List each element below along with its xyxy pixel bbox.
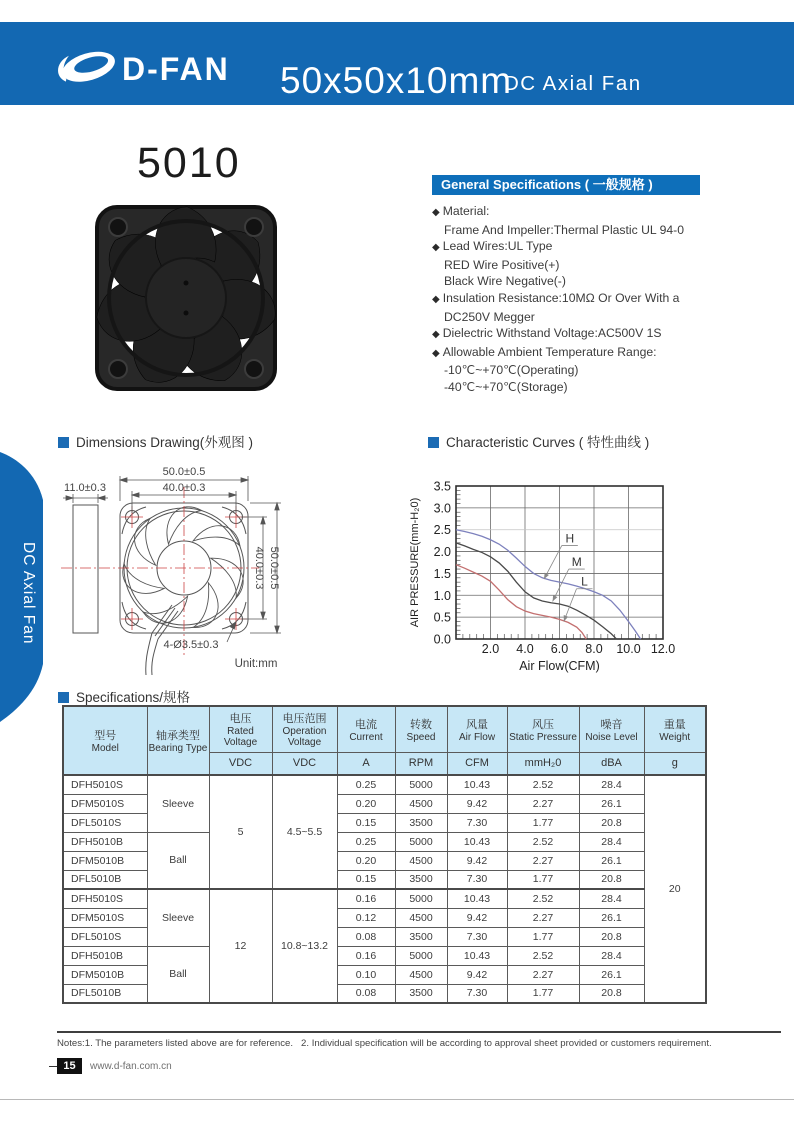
cell: DFH5010S — [63, 775, 147, 794]
cell: 28.4 — [579, 889, 644, 908]
cell: 0.16 — [337, 889, 395, 908]
diamond-bullet-icon: ◆ — [432, 242, 440, 254]
brand-logo-icon — [56, 47, 120, 89]
cell: 2.27 — [507, 908, 579, 927]
characteristic-chart — [404, 472, 704, 684]
cell: 9.42 — [447, 965, 507, 984]
cell: 7.30 — [447, 927, 507, 946]
fan-photo — [94, 201, 281, 397]
cell: 0.08 — [337, 984, 395, 1003]
svg-text:2.5: 2.5 — [433, 523, 451, 538]
cell: 4500 — [395, 908, 447, 927]
bottom-rule — [0, 1099, 794, 1100]
cell: 26.1 — [579, 965, 644, 984]
column-header: 风压 Static Pressure — [507, 706, 579, 752]
cell: 2.52 — [507, 775, 579, 794]
page-number-badge: 15 — [57, 1058, 82, 1074]
cell: Sleeve — [147, 889, 209, 946]
cell: 7.30 — [447, 870, 507, 889]
dim-thickness: 11.0±0.3 — [64, 482, 106, 494]
cell: 20.8 — [579, 984, 644, 1003]
spec-item: Black Wire Negative(-) — [444, 274, 566, 289]
cell: 0.08 — [337, 927, 395, 946]
cell: 3500 — [395, 813, 447, 832]
column-header: 型号 Model — [63, 706, 147, 775]
cell: DFL5010B — [63, 984, 147, 1003]
cell: DFL5010B — [63, 870, 147, 889]
svg-text:3.5: 3.5 — [433, 479, 451, 494]
cell: 0.20 — [337, 794, 395, 813]
unit-header: VDC — [272, 752, 337, 775]
cell: 10.43 — [447, 832, 507, 851]
cell: 4500 — [395, 851, 447, 870]
table-row — [63, 889, 706, 908]
dim-side-height: 50.0±0.5 — [268, 546, 280, 590]
svg-text:4.0: 4.0 — [516, 642, 534, 656]
curve-L — [456, 565, 586, 639]
spec-item: ◆ Dielectric Withstand Voltage:AC500V 1S — [432, 326, 662, 341]
size-title: 50x50x10mm — [280, 60, 513, 101]
svg-text:12.0: 12.0 — [650, 642, 676, 656]
cell: 28.4 — [579, 775, 644, 794]
unit-header: VDC — [209, 752, 272, 775]
svg-text:1.5: 1.5 — [433, 566, 451, 581]
cell: 1.77 — [507, 927, 579, 946]
cell: 0.25 — [337, 832, 395, 851]
column-header: 电压 Rated Voltage — [209, 706, 272, 752]
spec-item: DC250V Megger — [444, 309, 535, 324]
cell: 5000 — [395, 946, 447, 965]
cell: 20.8 — [579, 813, 644, 832]
cell: 20 — [644, 775, 706, 1003]
header-bar — [0, 22, 794, 105]
x-axis-label: Air Flow(CFM) — [519, 659, 600, 673]
cell: DFL5010S — [63, 813, 147, 832]
specs-table — [62, 705, 707, 1004]
notes-divider — [57, 1031, 781, 1033]
unit-header: A — [337, 752, 395, 775]
cell: 12 — [209, 889, 272, 1003]
column-header: 重量 Weight — [644, 706, 706, 752]
curve-H — [456, 530, 641, 639]
general-specs-title: General Specifications ( 一般规格 ) — [432, 175, 700, 195]
cell: 0.10 — [337, 965, 395, 984]
svg-text:8.0: 8.0 — [585, 642, 603, 656]
cell: 2.52 — [507, 946, 579, 965]
brand-name: D-FAN — [122, 51, 230, 87]
blue-square-icon — [428, 437, 439, 448]
cell: 28.4 — [579, 832, 644, 851]
spec-item: ◆ Allowable Ambient Temperature Range: — [432, 344, 657, 359]
svg-text:10.0: 10.0 — [616, 642, 641, 656]
cell: 0.15 — [337, 870, 395, 889]
notes-text: Notes:1. The parameters listed above are for reference. 2. Individual specification will be according to approval sheet provided or customers requirement. — [57, 1038, 712, 1049]
cell: 9.42 — [447, 908, 507, 927]
specs-section-title: Specifications/规格 — [58, 686, 190, 706]
model-title: 5010 — [137, 139, 241, 187]
cell: 20.8 — [579, 870, 644, 889]
curve-label-H: H — [565, 531, 575, 546]
general-specs-list — [432, 203, 752, 396]
cell: 10.43 — [447, 946, 507, 965]
cell: DFH5010B — [63, 946, 147, 965]
curves-section-title: Characteristic Curves ( 特性曲线 ) — [428, 431, 649, 451]
unit-header: g — [644, 752, 706, 775]
dim-holes: 4-Ø3.5±0.3 — [163, 639, 219, 651]
diamond-bullet-icon: ◆ — [432, 347, 440, 359]
cell: DFM5010B — [63, 851, 147, 870]
unit-header: CFM — [447, 752, 507, 775]
curve-label-M: M — [571, 555, 582, 570]
unit-header: RPM — [395, 752, 447, 775]
cell: 3500 — [395, 927, 447, 946]
curve-label-L: L — [581, 574, 588, 589]
cell: Sleeve — [147, 775, 209, 832]
svg-text:0.0: 0.0 — [433, 632, 451, 647]
unit-header: dBA — [579, 752, 644, 775]
svg-text:2.0: 2.0 — [481, 642, 500, 656]
cell: 26.1 — [579, 908, 644, 927]
page-badge-dash — [49, 1066, 57, 1067]
cell: 9.42 — [447, 794, 507, 813]
cell: 0.16 — [337, 946, 395, 965]
cell: 3500 — [395, 870, 447, 889]
dim-side-pitch: 40.0±0.3 — [253, 546, 265, 590]
column-header: 电流 Current — [337, 706, 395, 752]
column-header: 转数 Speed — [395, 706, 447, 752]
cell: 5000 — [395, 889, 447, 908]
cell: 0.20 — [337, 851, 395, 870]
svg-text:2.0: 2.0 — [433, 545, 451, 560]
cell: 10.43 — [447, 889, 507, 908]
cell: 2.27 — [507, 794, 579, 813]
cell: 2.52 — [507, 889, 579, 908]
cell: 1.77 — [507, 984, 579, 1003]
cell: DFL5010S — [63, 927, 147, 946]
spec-item: ◆ Lead Wires:UL Type — [432, 239, 553, 254]
cell: 1.77 — [507, 813, 579, 832]
cell: 4500 — [395, 794, 447, 813]
dim-unit: Unit:mm — [234, 658, 278, 670]
column-header: 风量 Air Flow — [447, 706, 507, 752]
cell: 2.27 — [507, 851, 579, 870]
cell: 28.4 — [579, 946, 644, 965]
cell: Ball — [147, 946, 209, 1003]
cell: 5 — [209, 775, 272, 889]
svg-text:1.0: 1.0 — [433, 588, 451, 603]
spec-item: Frame And Impeller:Thermal Plastic UL 94-0 — [444, 222, 684, 237]
cell: 26.1 — [579, 851, 644, 870]
cell: 2.52 — [507, 832, 579, 851]
cell: 9.42 — [447, 851, 507, 870]
cell: Ball — [147, 832, 209, 889]
website-text: www.d-fan.com.cn — [90, 1061, 172, 1072]
cell: 5000 — [395, 775, 447, 794]
cell: DFM5010S — [63, 908, 147, 927]
cell: 4500 — [395, 965, 447, 984]
cell: 0.25 — [337, 775, 395, 794]
svg-text:3.0: 3.0 — [433, 501, 451, 516]
cell: DFH5010B — [63, 832, 147, 851]
unit-header: mmH₂0 — [507, 752, 579, 775]
column-header: 电压范围 Operation Voltage — [272, 706, 337, 752]
dim-top-pitch: 40.0±0.3 — [162, 482, 206, 494]
cell: 1.77 — [507, 870, 579, 889]
dimensions-section-title: Dimensions Drawing(外观图 ) — [58, 431, 253, 451]
cell: 10.8~13.2 — [272, 889, 337, 1003]
blue-square-icon — [58, 692, 69, 703]
blue-square-icon — [58, 437, 69, 448]
spec-item: ◆ Material: — [432, 204, 490, 218]
cell: 2.27 — [507, 965, 579, 984]
dimensions-drawing — [55, 457, 365, 679]
column-header: 轴承类型 Bearing Type — [147, 706, 209, 775]
table-row — [63, 832, 706, 851]
y-axis-label: AIR PRESSURE(mm-H₂0) — [409, 497, 421, 628]
column-header: 噪音 Noise Level — [579, 706, 644, 752]
cell: 26.1 — [579, 794, 644, 813]
cell: 4.5~5.5 — [272, 775, 337, 889]
cell: DFM5010B — [63, 965, 147, 984]
spec-item: RED Wire Positive(+) — [444, 257, 560, 272]
side-tab-label: DC Axial Fan — [20, 541, 37, 645]
cell: 7.30 — [447, 984, 507, 1003]
spec-item: -10℃~+70℃(Operating) — [444, 363, 579, 378]
svg-text:0.5: 0.5 — [433, 610, 451, 625]
cell: 7.30 — [447, 813, 507, 832]
dim-top-width: 50.0±0.5 — [162, 466, 206, 478]
cell: DFM5010S — [63, 794, 147, 813]
table-row — [63, 775, 706, 794]
cell: 0.15 — [337, 813, 395, 832]
cell: 5000 — [395, 832, 447, 851]
diamond-bullet-icon: ◆ — [432, 293, 440, 305]
table-row — [63, 946, 706, 965]
cell: 10.43 — [447, 775, 507, 794]
spec-item: -40℃~+70℃(Storage) — [444, 379, 568, 394]
svg-text:6.0: 6.0 — [550, 642, 569, 656]
product-title: DC Axial Fan — [504, 72, 642, 95]
cell: DFH5010S — [63, 889, 147, 908]
spec-item: ◆ Insulation Resistance:10MΩ Or Over With a — [432, 290, 680, 305]
diamond-bullet-icon: ◆ — [432, 207, 440, 218]
cell: 0.12 — [337, 908, 395, 927]
diamond-bullet-icon: ◆ — [432, 329, 440, 341]
cell: 20.8 — [579, 927, 644, 946]
cell: 3500 — [395, 984, 447, 1003]
